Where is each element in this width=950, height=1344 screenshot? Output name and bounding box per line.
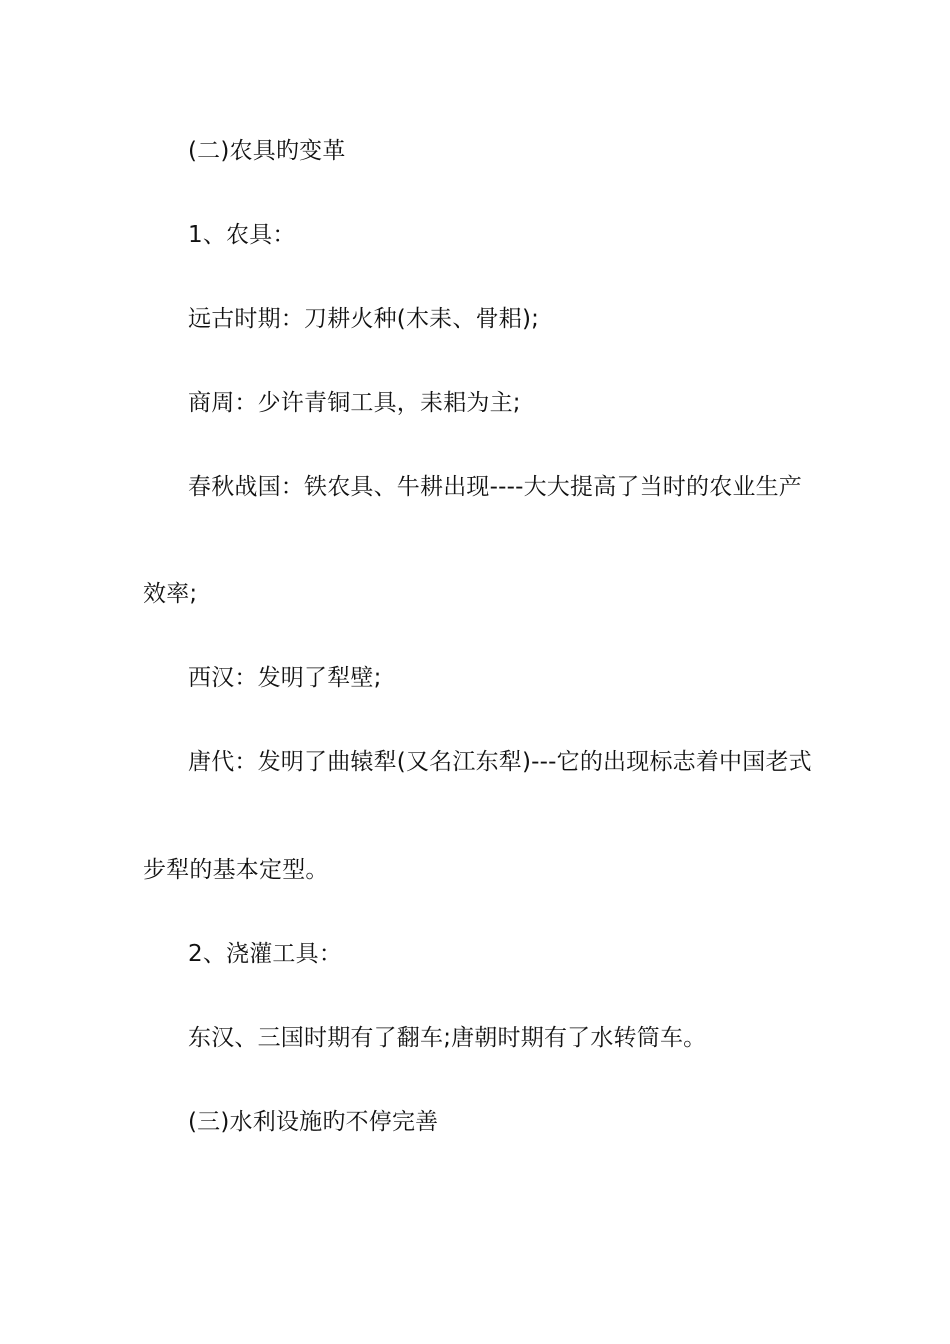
section-heading-water-conservancy: (三)水利设施旳不停完善 — [188, 1109, 439, 1135]
paragraph-shang-zhou: 商周：少许青铜工具，耒耜为主; — [188, 390, 521, 416]
paragraph-spring-autumn-continued: 效率; — [143, 581, 198, 607]
subheading-farm-tools: 1、农具： — [188, 222, 296, 248]
paragraph-spring-autumn: 春秋战国：铁农具、牛耕出现----大大提高了当时的农业生产 — [188, 474, 802, 500]
paragraph-western-han: 西汉：发明了犁壁; — [188, 665, 382, 691]
subheading-irrigation-tools: 2、浇灌工具： — [188, 941, 343, 967]
paragraph-tang-dynasty-continued: 步犁的基本定型。 — [143, 857, 329, 883]
section-heading-farm-tools: (二)农具旳变革 — [188, 138, 346, 164]
paragraph-irrigation: 东汉、三国时期有了翻车;唐朝时期有了水转筒车。 — [188, 1025, 707, 1051]
paragraph-tang-dynasty: 唐代：发明了曲辕犁(又名江东犁)---它的出现标志着中国老式 — [188, 749, 812, 775]
paragraph-ancient-period: 远古时期：刀耕火种(木耒、骨耜); — [188, 306, 540, 332]
